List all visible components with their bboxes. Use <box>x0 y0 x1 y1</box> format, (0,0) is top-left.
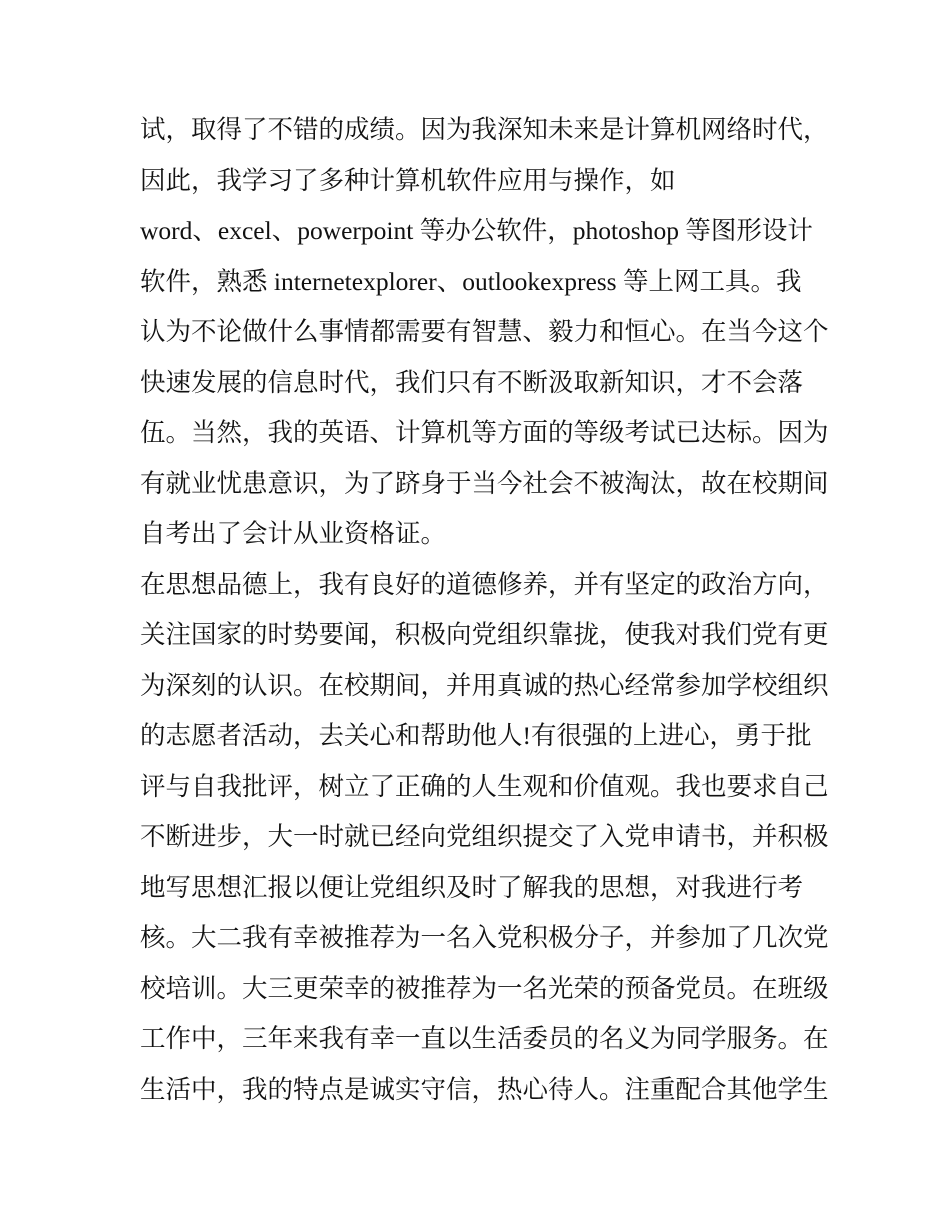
text-line: 有就业忧患意识，为了跻身于当今社会不被淘汰，故在校期间 <box>140 468 829 498</box>
text-line: 软件，熟悉 internetexplorer、outlookexpress 等上网工具。我 <box>140 266 802 296</box>
text-line: 不断进步，大一时就已经向党组织提交了入党申请书，并积极 <box>140 822 829 851</box>
text-line: 因此，我学习了多种计算机软件应用与操作，如 <box>140 165 676 195</box>
text-line: 在思想品德上，我有良好的道德修养，并有坚定的政治方向， <box>140 569 829 599</box>
text-line: 生活中，我的特点是诚实守信，热心待人。注重配合其他学生 <box>140 1074 829 1104</box>
text-line: 试，取得了不错的成绩。因为我深知未来是计算机网络时代， <box>140 115 829 144</box>
text-line: 快速发展的信息时代，我们只有不断汲取新知识，才不会落 <box>140 367 804 397</box>
text-line: 工作中，三年来我有幸一直以生活委员的名义为同学服务。在 <box>140 1024 829 1053</box>
text-line: word、excel、powerpoint 等办公软件，photoshop 等图形设计 <box>140 216 813 245</box>
text-line: 评与自我批评，树立了正确的人生观和价值观。我也要求自己 <box>140 771 829 801</box>
text-line: 自考出了会计从业资格证。 <box>140 519 447 548</box>
text-line: 认为不论做什么事情都需要有智慧、毅力和恒心。在当今这个 <box>140 317 829 346</box>
text-line: 核。大二我有幸被推荐为一名入党积极分子，并参加了几次党 <box>140 923 829 952</box>
text-line: 伍。当然，我的英语、计算机等方面的等级考试已达标。因为 <box>140 418 829 447</box>
text-line: 的志愿者活动，去关心和帮助他人!有很强的上进心，勇于批 <box>140 721 812 750</box>
text-line: 校培训。大三更荣幸的被推荐为一名光荣的预备党员。在班级 <box>140 973 829 1003</box>
text-line: 关注国家的时势要闻，积极向党组织靠拢，使我对我们党有更 <box>140 620 829 649</box>
text-line: 地写思想汇报以便让党组织及时了解我的思想，对我进行考 <box>140 872 804 902</box>
document-body <box>140 105 829 1115</box>
text-line: 为深刻的认识。在校期间，并用真诚的热心经常参加学校组织 <box>140 670 829 700</box>
